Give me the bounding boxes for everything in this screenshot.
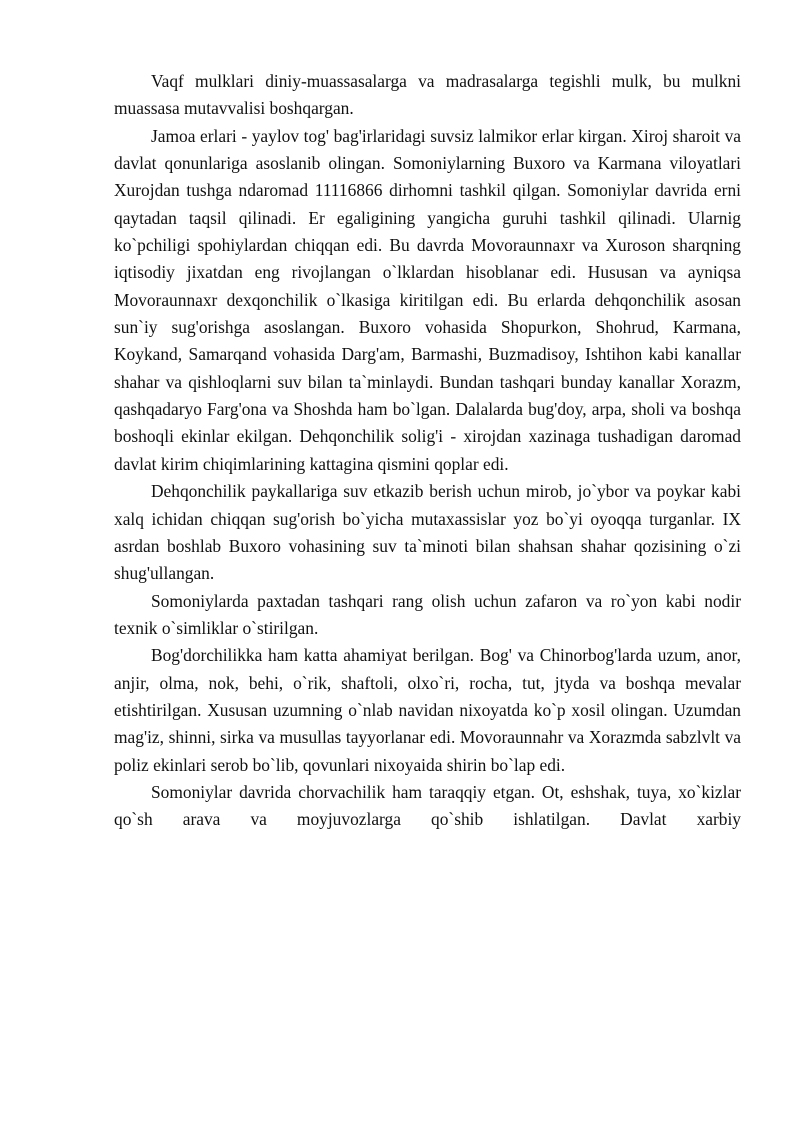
paragraph-jamoa-erlari: Jamoa erlari - yaylov tog' bag'irlaridagi suvsiz lalmikor erlar kirgan. Xiroj sharoit va davlat qonunlariga asoslanib olingan. Somoniylarning Buxoro va Karmana viloyatlari Xurojdan tushga ndaromad 11116866 dirhomni tashkil qilgan. Somoniylar davrida erni qaytadan taqsil qilinadi. Er egaligining yangicha guruhi tashkil qilinadi. Ularnig ko`pchiligi spohiylardan chiqqan edi. Bu davrda Movoraunnaxr va Xuroson sharqning iqtisodiy jixatdan eng rivojlangan o`lklardan hisoblanar edi. Hususan va ayniqsa Movoraunnaxr dexqonchilik o`lkasiga kiritilgan edi. Bu erlarda dehqonchilik asosan sun`iy sug'orishga asoslangan. Buxoro vohasida Shopurkon, Shohrud, Karmana, Koykand, Samarqand vohasida Darg'am, Barmashi, Buzmadisoy, Ishtihon kabi kanallar shahar va qishloqlarni suv bilan ta`minlaydi. Bundan tashqari bunday kanallar Xorazm, qashqadaryo Farg'ona va Shoshda ham bo`lgan. Dalalarda bug'doy, arpa, sholi va boshqa boshoqli ekinlar ekilgan. Dehqonchilik solig'i - xirojdan xazinaga tushadigan daromad davlat kirim chiqimlarining kattagina qismini qoplar edi.	[114, 125, 741, 474]
paragraph-dehqonchilik-suv: Dehqonchilik paykallariga suv etkazib berish uchun mirob, jo`ybor va poykar kabi xalq ichidan chiqqan sug'orish bo`yicha mutaxassislar yoz bo`yi oyoqqa turganlar. IX asrdan boshlab Buxoro vohasining suv ta`minoti bilan shahsan shahar qozisining o`zi shug'ullangan.	[114, 481, 741, 584]
document-page	[114, 68, 741, 834]
paragraph-bogdorchilik: Bog'dorchilikka ham katta ahamiyat berilgan. Bog' va Chinorbog'larda uzum, anor, anjir, olma, nok, behi, o`rik, shaftoli, olxo`ri, rocha, tut, jtyda va boshqa mevalar etishtirilgan. Xususan uzumning o`nlab navidan nixoyatda ko`p xosil olingan. Uzumdan mag'iz, shinni, sirka va musullas tayyorlanar edi. Movoraunnahr va Xorazmda sabzlvlt va poliz ekinlari serob bo`lib, qovunlari nixoyaida shirin bo`lap edi.	[114, 645, 741, 775]
paragraph-vaqf: Vaqf mulklari diniy-muassasalarga va madrasalarga tegishli mulk, bu mulkni muassasa mutavvalisi boshqargan.	[114, 71, 741, 119]
paragraph-rang-olish: Somoniylarda paxtadan tashqari rang olish uchun zafaron va ro`yon kabi nodir texnik o`simliklar o`stirilgan.	[114, 590, 741, 638]
paragraph-chorvachilik: Somoniylar davrida chorvachilik ham taraqqiy etgan. Ot, eshshak, tuya, xo`kizlar qo`sh arava va moyjuvozlarga qo`shib ishlatilgan. Davlat xarbiy	[114, 781, 741, 830]
